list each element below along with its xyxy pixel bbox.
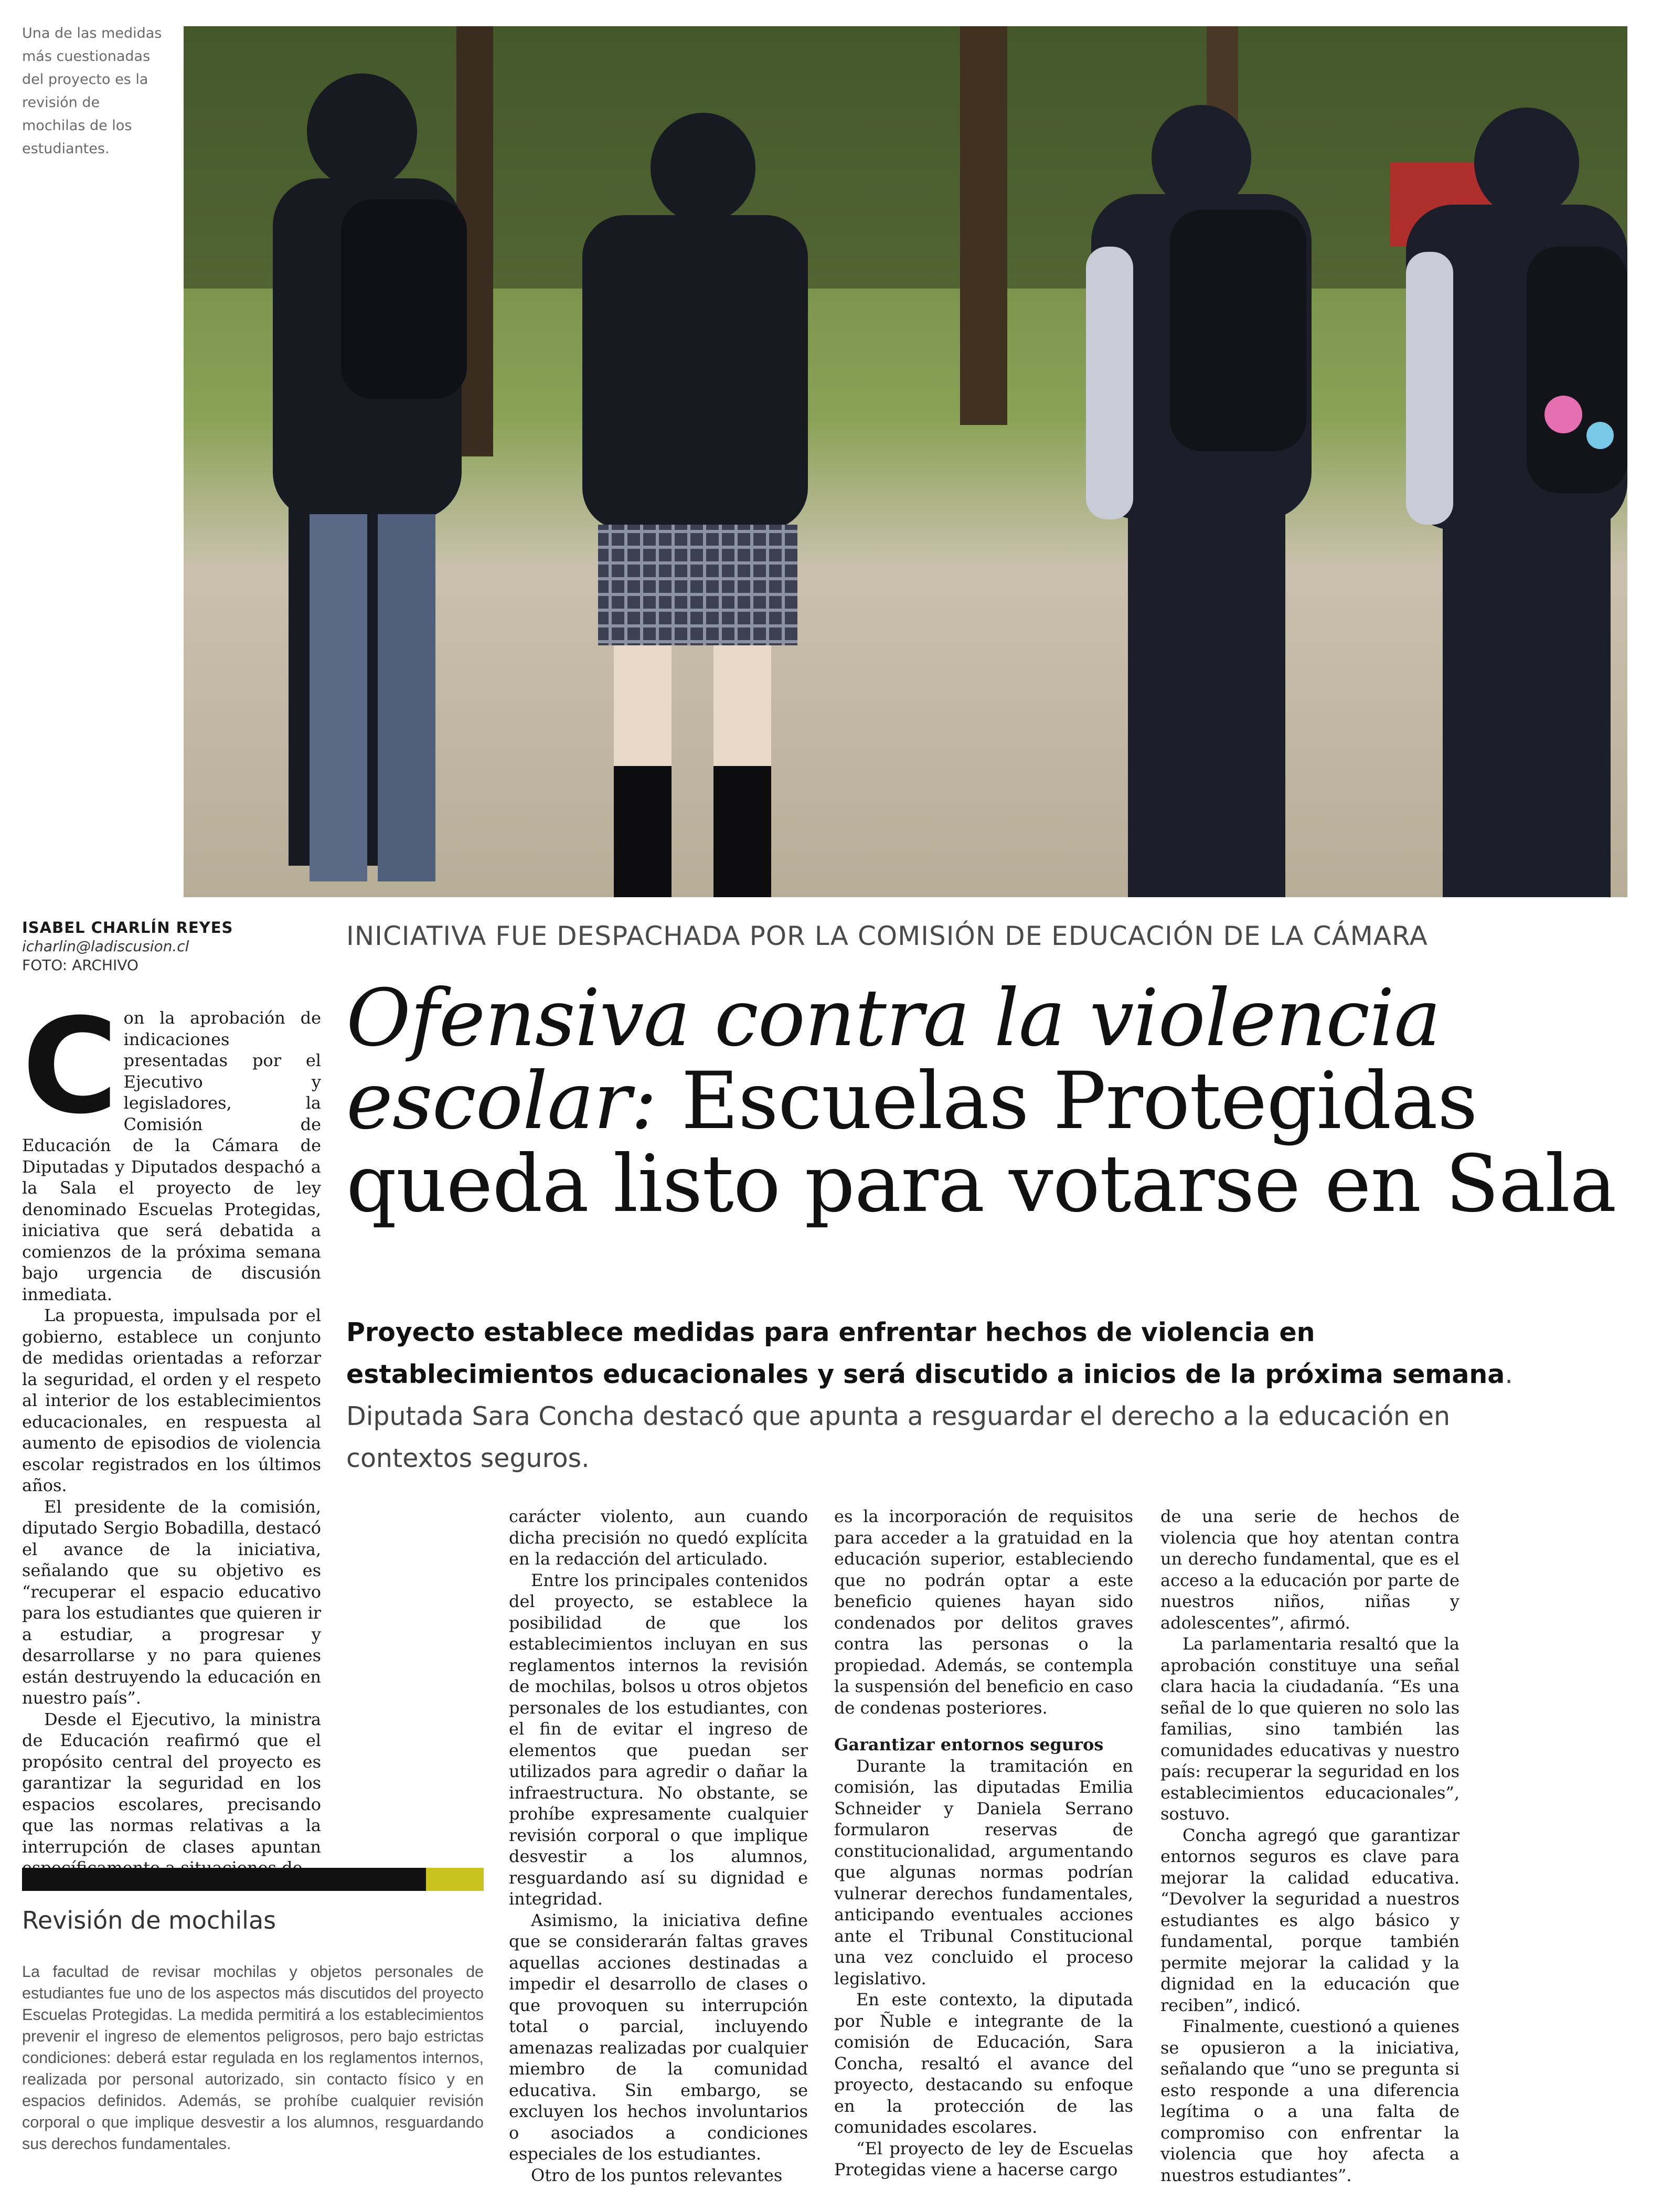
- sidebar-rule-black: [22, 1868, 426, 1891]
- headline-roman: Escuelas Protegidas queda listo para votarse en Sala: [346, 1056, 1616, 1230]
- deck-regular: . Diputada Sara Concha destacó que apunta a resguardar el derecho a la educación en contextos seguros.: [346, 1359, 1513, 1473]
- paragraph: carácter violento, aun cuando dicha precisión no quedó explícita en la redacción del articulado.: [509, 1506, 808, 1569]
- paragraph: Concha agregó que garantizar entornos seguros es clave para mejorar la calidad educativa. “Devolver la seguridad a nuestros estudiantes es algo básico y fundamental, porque también permite mejorar la calidad y la dignidad en la educación que reciben”, indicó.: [1160, 1825, 1459, 2015]
- paragraph: La propuesta, impulsada por el gobierno, establece un conjunto de medidas orientadas a reforzar la seguridad, el orden y el respeto al interior de los establecimientos educacionales, en respuesta al aumento de episodios de violencia escolar registrados en los últimos años.: [22, 1305, 321, 1495]
- article-photo: [184, 26, 1627, 897]
- paragraph: “El proyecto de ley de Escuelas Protegidas viene a hacerse cargo: [834, 2138, 1133, 2179]
- kicker: INICIATIVA FUE DESPACHADA POR LA COMISIÓN DE EDUCACIÓN DE LA CÁMARA: [346, 921, 1428, 951]
- paragraph: Otro de los puntos relevantes: [531, 2165, 783, 2185]
- paragraph: on la aprobación de indicaciones presentadas por el Ejecutivo y legisladores, la Comisión de Educación de la Cámara de Diputadas y Diputados despachó a la Sala el proyecto de ley denominado Escuelas Protegidas, iniciativa que será debatida a comienzos de la próxima semana bajo urgencia de discusión inmediata.: [22, 1008, 321, 1304]
- body-column-2: [509, 1506, 808, 2186]
- deck-bold: Proyecto establece medidas para enfrentar hechos de violencia en establecimientos educacionales y será discutido a inicios de la próxima semana: [346, 1317, 1505, 1389]
- author-email[interactable]: icharlin@ladiscusion.cl: [22, 938, 189, 955]
- paragraph: El presidente de la comisión, diputado Sergio Bobadilla, destacó el avance de la iniciativa, señalando que su objetivo es “recuperar el espacio educativo para los estudiantes que quieren ir a estudiar, a progresar y desarrollarse y no para quienes están destruyendo la educación en nuestro país”.: [22, 1496, 321, 1708]
- body-column-1: [22, 990, 321, 1879]
- deck: [346, 1312, 1563, 1480]
- photo-caption: Una de las medidas más cuestionadas del proyecto es la revisión de mochilas de los estudiantes.: [22, 25, 162, 157]
- paragraph: En este contexto, la diputada por Ñuble e integrante de la comisión de Educación, Sara Concha, resaltó el avance del proyecto, destacando su enfoque en la protección de las comunidades escolares.: [834, 1990, 1133, 2137]
- byline: [22, 918, 316, 975]
- author-name: ISABEL CHARLÍN REYES: [22, 919, 233, 937]
- section-subhead: Garantizar entornos seguros: [834, 1735, 1104, 1754]
- drop-cap: C: [22, 990, 119, 1143]
- paragraph: es la incorporación de requisitos para acceder a la gratuidad en la educación superior, estableciendo que no podrán optar a este beneficio quienes hayan sido condenados por delitos graves contra las personas o la propiedad. Además, se contempla la suspensión del beneficio en caso de condenas posteriores.: [834, 1506, 1133, 1718]
- paragraph: Desde el Ejecutivo, la ministra de Educación reafirmó que el propósito central del proyecto es garantizar la seguridad en los espacios escolares, precisando que las normas relativas a la interrupción de clases apuntan: [22, 1709, 321, 1857]
- photo-credit: FOTO: ARCHIVO: [22, 956, 138, 974]
- paragraph: Durante la tramitación en comisión, las diputadas Emilia Schneider y Daniela Serrano formularon reservas de constitucionalidad, argumentando que algunas normas podrían vulnerar derechos fundamentales, anticipando eventuales acciones ante el Tribunal Constitucional una vez concluido el proceso legislativo.: [834, 1756, 1133, 1988]
- headline: [346, 973, 1637, 1230]
- sidebar-rule: [22, 1868, 484, 1891]
- paragraph: Asimismo, la iniciativa define que se considerarán faltas graves aquellas acciones destinadas a impedir el desarrollo de clases o que provoquen su interrupción total o parcial, incluyendo amenazas realizadas por cualquier miembro de la comunidad educativa. Sin embargo, se excluyen los hechos involuntarios o asociados a condiciones especiales de los estudiantes.: [509, 1910, 808, 2164]
- paragraph: de una serie de hechos de violencia que hoy atentan contra un derecho fundamental, que es el acceso a la educación por parte de nuestros niños, niñas y adolescentes”, afirmó.: [1160, 1506, 1459, 1633]
- sidebar-title: Revisión de mochilas: [22, 1906, 276, 1934]
- paragraph: Entre los principales contenidos del proyecto, se establece la posibilidad de que los establecimientos incluyan en sus reglamentos internos la revisión de mochilas, bolsos u otros objetos personales de los estudiantes, con el fin de evitar el ingreso de elementos que puedan ser utilizados para agredir o dañar la infraestructura. No obstante, se prohíbe expresamente cualquier revisión corporal o que implique desvestir a los alumnos, resguardando así su dignidad e integridad.: [509, 1570, 808, 1909]
- paragraph: La parlamentaria resaltó que la aprobación constituye una señal clara hacia la ciudadanía. “Es una señal de lo que quieren no solo las familias, sino también las comunidades educativas y nuestro país: recuperar la seguridad en los establecimientos educacionales”, sostuvo.: [1160, 1634, 1459, 1824]
- sidebar-text: La facultad de revisar mochilas y objetos personales de estudiantes fue uno de los aspectos más discutidos del proyecto Escuelas Protegidas. La medida permitirá a los establecimientos prevenir el ingreso de elementos peligrosos, pero bajo estrictas condiciones: deberá estar regulada en los reglamentos internos, realizada por personal autorizado, sin contacto físico y en espacios definidos. Además, se prohíbe cualquier revisión corporal o que implique desvestir a los alumnos, resguardando sus derechos fundamentales.: [22, 1963, 484, 2153]
- body-column-4: [1160, 1506, 1459, 2186]
- paragraph: Finalmente, cuestionó a quienes se opusieron a la iniciativa, señalando que “uno se pregunta si esto responde a una diferencia legítima o a una falta de compromiso con enfrentar la violencia que hoy afecta a nuestros estudiantes”.: [1160, 2016, 1459, 2185]
- sidebar-rule-accent: [426, 1868, 484, 1891]
- body-column-3: [834, 1506, 1133, 2181]
- headline-italic: Ofensiva contra la violencia escolar:: [346, 973, 1441, 1147]
